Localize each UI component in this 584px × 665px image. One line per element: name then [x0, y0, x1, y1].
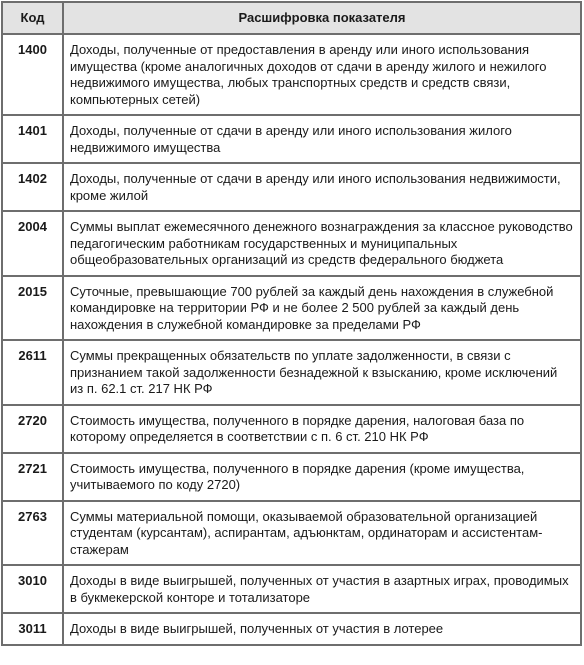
table-row — [2, 501, 581, 566]
row-description: Стоимость имущества, полученного в порядке дарения, налоговая база по которому определяется в соответствии с п. 6 ст. 210 НК РФ — [63, 405, 581, 453]
table-row — [2, 340, 581, 405]
row-code: 2721 — [2, 453, 63, 501]
row-description: Стоимость имущества, полученного в порядке дарения (кроме имущества, учитываемого по коду 2720) — [63, 453, 581, 501]
table-row — [2, 453, 581, 501]
row-description: Доходы, полученные от предоставления в аренду или иного использования имущества (кроме аналогичных доходов от сдачи в аренду жилого и нежилого недвижимого имущества, любых транспортных средств и средств связи, компьютерных сетей) — [63, 34, 581, 115]
row-code: 2004 — [2, 211, 63, 276]
row-code: 2763 — [2, 501, 63, 566]
row-code: 3010 — [2, 565, 63, 613]
table-row — [2, 613, 581, 645]
row-description: Доходы в виде выигрышей, полученных от участия в лотерее — [63, 613, 581, 645]
row-description: Доходы, полученные от сдачи в аренду или иного использования жилого недвижимого имущества — [63, 115, 581, 163]
table-row — [2, 405, 581, 453]
table-row — [2, 565, 581, 613]
table-header-row — [2, 2, 581, 34]
table-row — [2, 34, 581, 115]
row-code: 2720 — [2, 405, 63, 453]
row-code: 1401 — [2, 115, 63, 163]
row-code: 1400 — [2, 34, 63, 115]
table-row — [2, 211, 581, 276]
income-codes-table — [1, 1, 582, 646]
header-code: Код — [2, 2, 63, 34]
header-description: Расшифровка показателя — [63, 2, 581, 34]
row-description: Суточные, превышающие 700 рублей за каждый день нахождения в служебной командировке на территории РФ и не более 2 500 рублей за каждый день нахождения в служебной командировке за пределами РФ — [63, 276, 581, 341]
row-code: 2611 — [2, 340, 63, 405]
table-row — [2, 276, 581, 341]
row-description: Суммы прекращенных обязательств по уплате задолженности, в связи с признанием такой задолженности безнадежной к взысканию, кроме исключений из п. 62.1 ст. 217 НК РФ — [63, 340, 581, 405]
row-description: Доходы в виде выигрышей, полученных от участия в азартных играх, проводимых в букмекерской конторе и тотализаторе — [63, 565, 581, 613]
row-code: 2015 — [2, 276, 63, 341]
row-description: Суммы материальной помощи, оказываемой образовательной организацией студентам (курсантам), аспирантам, адъюнктам, ординаторам и ассистентам-стажерам — [63, 501, 581, 566]
row-code: 1402 — [2, 163, 63, 211]
row-description: Суммы выплат ежемесячного денежного вознаграждения за классное руководство педагогическим работникам государственных и муниципальных общеобразовательных организаций из средств федерального бюджета — [63, 211, 581, 276]
row-code: 3011 — [2, 613, 63, 645]
table-row — [2, 115, 581, 163]
table-row — [2, 163, 581, 211]
row-description: Доходы, полученные от сдачи в аренду или иного использования недвижимости, кроме жилой — [63, 163, 581, 211]
